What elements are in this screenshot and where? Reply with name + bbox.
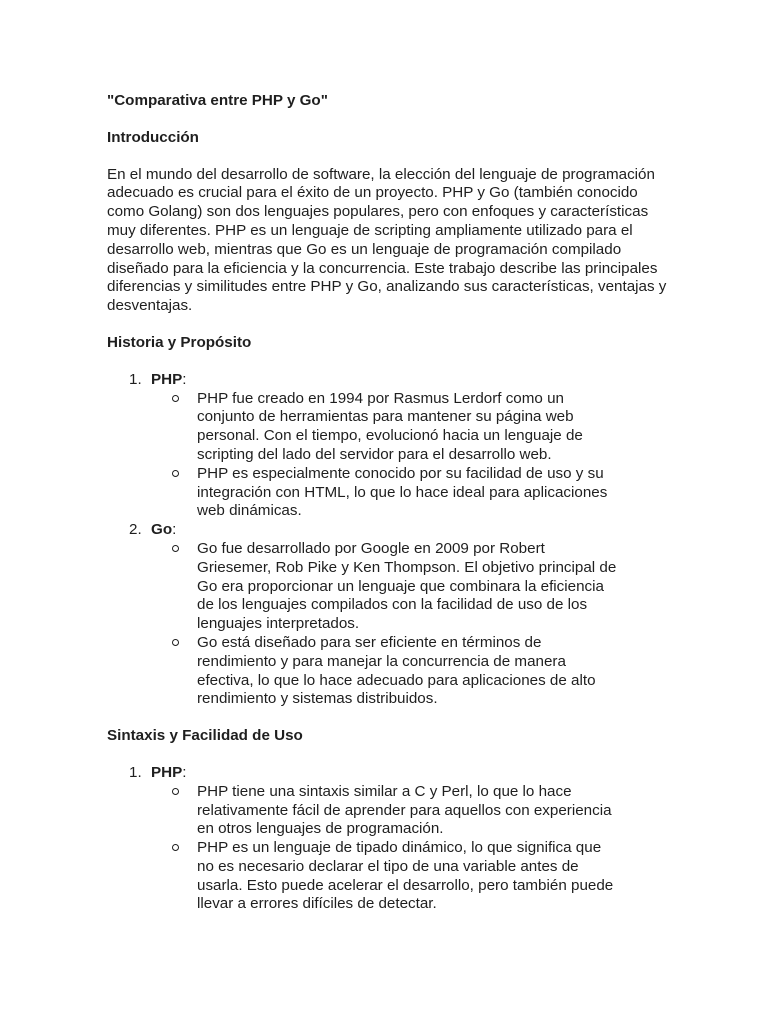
list-item-php <box>107 371 668 521</box>
section-heading-sintaxis: Sintaxis y Facilidad de Uso <box>107 727 303 745</box>
bullet-text: Go está diseñado para ser eficiente en términos de rendimiento y para manejar la concurrencia de manera efectiva, lo que lo hace adecuado para aplicaciones de alto rendimiento y sistemas distribuidos. <box>197 633 596 708</box>
php-history-bullets <box>151 390 668 522</box>
document-title: "Comparativa entre PHP y Go" <box>107 92 328 109</box>
bullet-item <box>151 465 620 521</box>
bullet-item <box>151 839 620 914</box>
section-heading-introduccion: Introducción <box>107 128 199 146</box>
list-number: 1. <box>129 370 142 388</box>
bullet-text: PHP es un lenguaje de tipado dinámico, lo que significa que no es necesario declarar el tipo de una variable antes de usarla. Esto puede acelerar el desarrollo, pero también puede llevar a errores difíciles de detectar. <box>197 839 614 913</box>
circle-bullet-icon <box>172 470 179 477</box>
bullet-text: PHP fue creado en 1994 por Rasmus Lerdorf como un conjunto de herramientas para mantener su página web personal. Con el tiempo, evolucionó hacia un lenguaje de scripting del lado del servidor para el desarrollo web. <box>197 389 583 463</box>
list-number: 2. <box>129 521 142 539</box>
list-item-name: Go <box>151 521 173 539</box>
circle-bullet-icon <box>172 545 179 552</box>
bullet-text: PHP tiene una sintaxis similar a C y Perl, lo que lo hace relativamente fácil de aprender para aquellos con experiencia en otros lenguajes de programación. <box>197 782 612 838</box>
list-item-colon: : <box>172 521 177 539</box>
bullet-text: PHP es especialmente conocido por su facilidad de uso y su integración con HTML, lo que lo hace ideal para aplicaciones web dinámicas. <box>197 464 608 520</box>
circle-bullet-icon <box>172 844 179 851</box>
list-item-go <box>107 521 668 709</box>
list-number: 1. <box>129 763 142 781</box>
intro-paragraph: En el mundo del desarrollo de software, la elección del lenguaje de programación adecuado es crucial para el éxito de un proyecto. PHP y Go (también conocido como Golang) son dos lenguajes populares, pero con enfoques y características muy diferentes. PHP es un lenguaje de scripting ampliamente utilizado para el desarrollo web, mientras que Go es un lenguaje de programación compilado diseñado para la eficiencia y la concurrencia. Este trabajo describe las principales diferencias y similitudes entre PHP y Go, analizando sus características, ventajas y desventajas. <box>107 165 667 315</box>
circle-bullet-icon <box>172 788 179 795</box>
bullet-item <box>151 390 620 465</box>
go-history-bullets <box>151 540 668 709</box>
bullet-item <box>151 540 620 634</box>
circle-bullet-icon <box>172 639 179 646</box>
list-item-name: PHP <box>151 763 183 781</box>
php-syntax-bullets <box>151 783 668 915</box>
sintaxis-list <box>107 764 668 914</box>
list-item-colon: : <box>182 370 187 388</box>
bullet-item <box>151 634 620 709</box>
list-item-name: PHP <box>151 370 183 388</box>
historia-list <box>107 371 668 709</box>
bullet-text: Go fue desarrollado por Google en 2009 por Robert Griesemer, Rob Pike y Ken Thompson. El objetivo principal de Go era proporcionar un lenguaje que combinara la eficiencia de los lenguajes compilados con la facilidad de uso de los lenguajes interpretados. <box>197 539 617 633</box>
circle-bullet-icon <box>172 395 179 402</box>
list-item-php <box>107 764 668 914</box>
list-item-colon: : <box>182 763 187 781</box>
section-heading-historia: Historia y Propósito <box>107 333 252 351</box>
bullet-item <box>151 783 620 839</box>
